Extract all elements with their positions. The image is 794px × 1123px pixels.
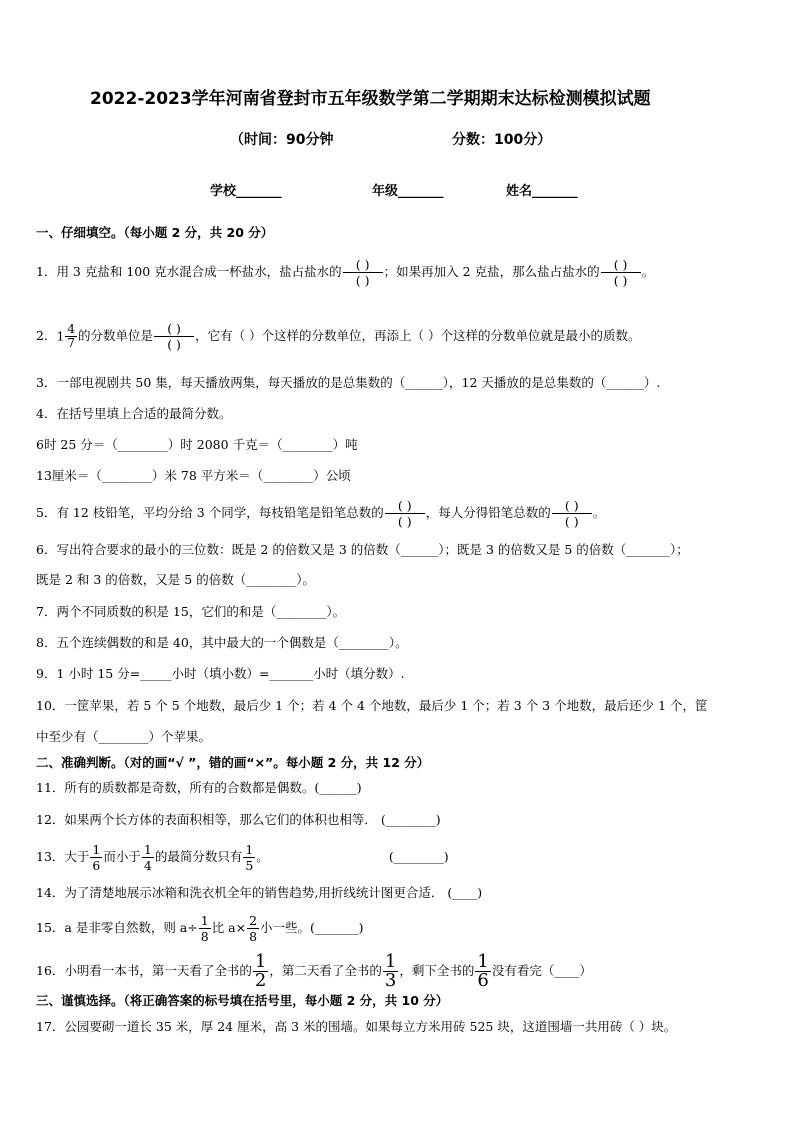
question-14: 14．为了清楚地展示冰箱和洗衣机全年的销售趋势,用折线统计图更合适． (____) [36, 885, 483, 900]
question-4-line-b: 6时 25 分＝（________）时 2080 千克＝（________）吨 [36, 437, 358, 452]
question-7: 7．两个不同质数的积是 15，它们的和是（________）。 [36, 604, 346, 619]
q13-text-a: 13．大于 [36, 849, 90, 864]
q16-fraction-2: $\frac{1}{3}$ [384, 950, 397, 991]
q1-blank-fraction-1: $\frac{( )}{( )}$ [343, 257, 383, 288]
question-12: 12．如果两个长方体的表面积相等，那么它们的体积也相等． (________) [36, 812, 441, 827]
q1-text-a: 1．用 3 克盐和 100 克水混合成一杯盐水，盐占盐水的 [36, 264, 342, 279]
page-title: 2022-2023学年河南省登封市五年级数学第二学期期末达标检测模拟试题 [90, 89, 651, 109]
q16-text-a: 16．小明看一本书，第一天看了全书的 [36, 963, 252, 978]
q2-blank-fraction: $\frac{( )}{( )}$ [154, 321, 194, 352]
question-15 [36, 909, 364, 947]
question-17: 17．公园要砌一道长 35 米，厚 24 厘米，高 3 米的围墙。如果每立方米用砖 525 块，这道围墙一共用砖（ ）块。 [36, 1019, 677, 1034]
section-heading-1: 一、仔细填空。（每小题 2 分，共 20 分） [36, 225, 274, 240]
q16-fraction-1: $\frac{1}{2}$ [254, 950, 267, 991]
q13-fraction-2: $\frac{1}{4}$ [143, 841, 152, 873]
q1-text-b: ；如果再加入 2 克盐，那么盐占盐水的 [383, 264, 600, 279]
question-5 [36, 495, 605, 531]
q2-mixed-number: 1 $\frac{4}{7}$ [56, 321, 76, 350]
question-4: 4．在括号里填上合适的最简分数。 [36, 406, 232, 421]
q15-text-c: 小一些。(_______) [260, 920, 364, 935]
question-6-line-b: 既是 2 和 3 的倍数，又是 5 的倍数（________）。 [36, 572, 315, 587]
question-4-line-c: 13厘米＝（________）米 78 平方米＝（________）公顷 [36, 468, 351, 483]
q1-blank-fraction-2: $\frac{( )}{( )}$ [601, 257, 641, 288]
q2-text-b: 的分数单位是 [78, 328, 154, 343]
section-heading-3: 三、谨慎选择。（将正确答案的标号填在括号里，每小题 2 分，共 10 分） [36, 993, 449, 1008]
q15-text-b: 比 a× [211, 920, 247, 935]
q13-text-c: 的最简分数只有 [154, 849, 243, 864]
q5-text-c: 。 [592, 505, 606, 520]
q15-fraction-1: $\frac{1}{8}$ [200, 912, 209, 944]
q2-number: 2． [36, 328, 57, 343]
q5-blank-fraction-1: $\frac{( )}{( )}$ [385, 498, 425, 529]
exam-score: 分数：100分） [452, 132, 552, 148]
question-10-line-b: 中至少有（________）个苹果。 [36, 729, 212, 744]
q13-text-d: 。 [256, 849, 269, 864]
q16-fraction-3: $\frac{1}{6}$ [477, 950, 489, 991]
q13-fraction-1: $\frac{1}{6}$ [92, 841, 101, 873]
q5-blank-fraction-2: $\frac{( )}{( )}$ [552, 498, 592, 529]
question-13 [36, 838, 449, 876]
question-2 [36, 317, 641, 355]
question-3: 3．一部电视剧共 50 集，每天播放两集，每天播放的是总集数的（______），12 天播放的是总集数的（______）. [36, 375, 661, 390]
q16-text-d: 没有看完（____） [491, 963, 592, 978]
q5-text-a: 5．有 12 枝铅笔，平均分给 3 个同学，每枝铅笔是铅笔总数的 [36, 505, 384, 520]
q15-fraction-2: $\frac{2}{8}$ [249, 912, 258, 944]
exam-time: （时间：90分钟 [230, 132, 334, 148]
name-field: 姓名_______ [506, 184, 578, 199]
question-16 [36, 950, 592, 992]
q5-text-b: ，每人分得铅笔总数的 [425, 505, 551, 520]
question-11: 11．所有的质数都是奇数，所有的合数都是偶数。(______) [36, 780, 362, 795]
q15-text-a: 15．a 是非零自然数，则 a÷ [36, 920, 198, 935]
section-heading-2: 二、准确判断。（对的画“√ ”，错的画“×”。每小题 2 分，共 12 分） [36, 755, 430, 770]
question-10: 10．一筐苹果，若 5 个 5 个地数，最后少 1 个；若 4 个 4 个地数，最后少 1 个；若 3 个 3 个地数，最后还少 1 个，筐 [36, 698, 708, 713]
q16-text-c: ，剩下全书的 [399, 963, 475, 978]
q1-text-c: 。 [641, 264, 655, 279]
question-1 [36, 254, 654, 290]
q13-answer-blank: (________) [388, 849, 449, 864]
q2-text-c: ，它有（ ）个这样的分数单位，再添上（ ）个这样的分数单位就是最小的质数。 [195, 328, 641, 343]
school-field: 学校_______ [210, 184, 282, 199]
q16-text-b: ，第二天看了全书的 [269, 963, 382, 978]
question-9: 9．1 小时 15 分=_____小时（填小数）=_______小时（填分数）. [36, 666, 405, 681]
q13-text-b: 而小于 [103, 849, 141, 864]
grade-field: 年级_______ [372, 184, 444, 199]
question-8: 8．五个连续偶数的和是 40，其中最大的一个偶数是（________）。 [36, 635, 408, 650]
q13-fraction-3: $\frac{1}{5}$ [245, 841, 254, 873]
question-6: 6．写出符合要求的最小的三位数：既是 2 的倍数又是 3 的倍数（______）；既是 3 的倍数又是 5 的倍数（_______）； [36, 542, 689, 557]
